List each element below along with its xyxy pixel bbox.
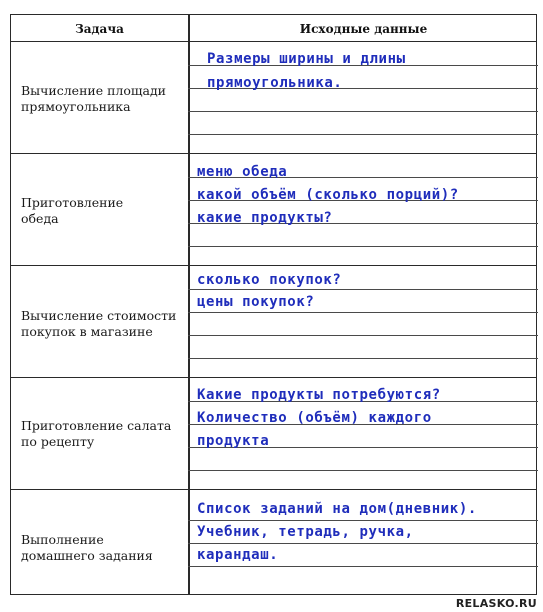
task-line: прямоугольника <box>21 99 131 114</box>
task-line: Приготовление <box>21 195 124 210</box>
ruled-line <box>188 335 538 336</box>
task-line: Вычисление стоимости <box>21 308 177 323</box>
table-header <box>11 15 536 42</box>
ruled-line <box>188 246 538 247</box>
handwritten-entry: продукта <box>197 433 270 449</box>
ruled-line <box>188 134 538 135</box>
ruled-line <box>188 289 538 290</box>
header-task: Задача <box>75 22 124 36</box>
task-line: по рецепту <box>21 434 95 449</box>
handwritten-entry: сколько покупок? <box>197 272 342 288</box>
header-data: Исходные данные <box>299 22 428 36</box>
handwritten-entry: какие продукты? <box>197 210 333 226</box>
handwritten-entry: прямоугольника. <box>207 75 343 91</box>
handwritten-entry: меню обеда <box>197 164 288 180</box>
ruled-line <box>188 566 538 567</box>
tasks-table <box>10 14 537 595</box>
table-row <box>11 266 536 378</box>
task-line: Вычисление площади <box>21 83 167 98</box>
ruled-line <box>188 358 538 359</box>
task-line: домашнего задания <box>21 548 153 563</box>
ruled-line <box>188 470 538 471</box>
handwritten-entry: какой объём (сколько порций)? <box>197 187 459 203</box>
table-row <box>11 378 536 490</box>
ruled-line <box>188 111 538 112</box>
task-line: Приготовление салата <box>21 418 172 433</box>
handwritten-entry: карандаш. <box>197 547 279 563</box>
table-row <box>11 490 536 594</box>
table-row <box>11 42 536 154</box>
task-cell <box>21 83 181 115</box>
task-cell <box>21 418 181 450</box>
task-line: Выполнение <box>21 532 104 547</box>
ruled-line <box>188 543 538 544</box>
handwritten-entry: цены покупок? <box>197 294 315 310</box>
task-line: обеда <box>21 211 59 226</box>
handwritten-entry: Какие продукты потребуются? <box>197 387 441 403</box>
table-row <box>11 154 536 266</box>
task-line: покупок в магазине <box>21 324 153 339</box>
task-cell <box>21 532 181 564</box>
task-cell <box>21 308 181 340</box>
handwritten-entry: Учебник, тетрадь, ручка, <box>197 524 414 540</box>
task-cell <box>21 195 181 227</box>
ruled-line <box>188 520 538 521</box>
watermark: RELASKO.RU <box>455 597 537 610</box>
handwritten-entry: Размеры ширины и длины <box>207 51 406 67</box>
handwritten-entry: Количество (объём) каждого <box>197 410 432 426</box>
ruled-line <box>188 312 538 313</box>
handwritten-entry: Список заданий на дом(дневник). <box>197 501 477 517</box>
